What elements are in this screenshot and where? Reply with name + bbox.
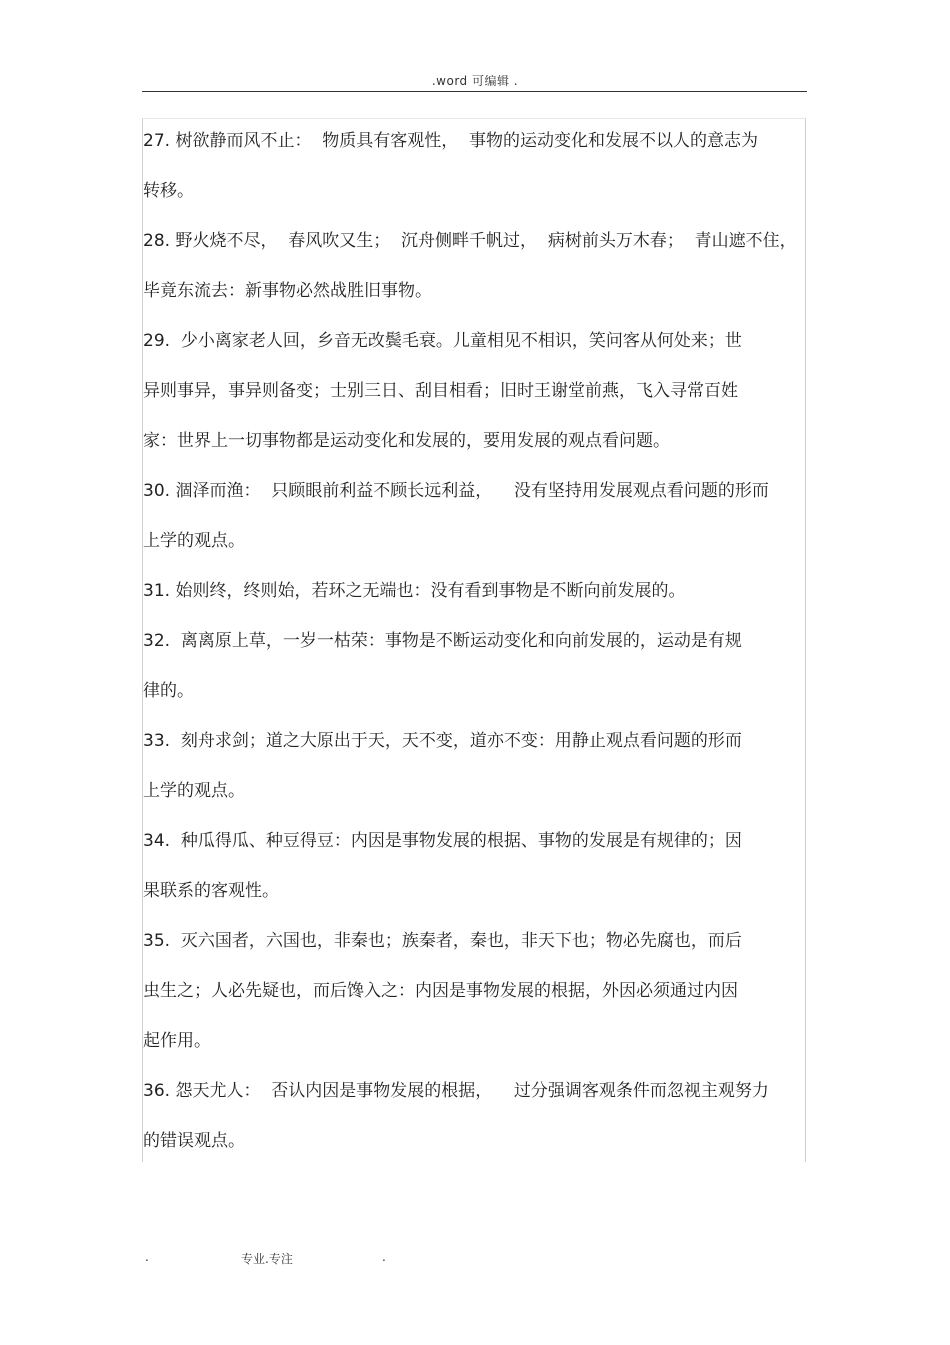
text-line: 上学的观点。 bbox=[143, 781, 245, 801]
text-line: 34. 种瓜得瓜、种豆得豆：内因是事物发展的根据、事物的发展是有规律的；因 bbox=[143, 831, 742, 851]
text-line: 的错误观点。 bbox=[143, 1131, 245, 1151]
page-footer: 专业.专注 bbox=[241, 1252, 293, 1266]
text-line: 27. 树欲静而风不止： 物质具有客观性， 事物的运动变化和发展不以人的意志为 bbox=[143, 131, 759, 151]
text-line: 转移。 bbox=[143, 181, 194, 201]
text-line: 上学的观点。 bbox=[143, 531, 245, 551]
text-line: 36. 怨天尤人： 否认内因是事物发展的根据， 过分强调客观条件而忽视主观努力 bbox=[143, 1081, 769, 1101]
text-line: 33. 刻舟求剑；道之大原出于天，天不变，道亦不变：用静止观点看问题的形而 bbox=[143, 731, 742, 751]
text-line: 家：世界上一切事物都是运动变化和发展的，要用发展的观点看问题。 bbox=[143, 431, 670, 451]
text-line: 毕竟东流去：新事物必然战胜旧事物。 bbox=[143, 281, 432, 301]
text-line: 30. 涸泽而渔： 只顾眼前利益不顾长远利益， 没有坚持用发展观点看问题的形而 bbox=[143, 481, 769, 501]
text-line: 28. 野火烧不尽， 春风吹又生； 沉舟侧畔千帆过， 病树前头万木春； 青山遮不住， bbox=[143, 231, 797, 251]
text-line: 32. 离离原上草，一岁一枯荣：事物是不断运动变化和向前发展的，运动是有规 bbox=[143, 631, 742, 651]
header-divider bbox=[142, 91, 807, 92]
text-line: 起作用。 bbox=[143, 1031, 211, 1051]
footer-left-dot: . bbox=[145, 1250, 149, 1264]
text-line: 虫生之；人必先疑也，而后馋入之：内因是事物发展的根据，外因必须通过内因 bbox=[143, 981, 738, 1001]
footer-right-dot: . bbox=[382, 1250, 386, 1264]
page-header: .word 可编辑 . bbox=[431, 74, 519, 88]
text-line: 29. 少小离家老人回，乡音无改鬓毛衰。儿童相见不相识，笑问客从何处来；世 bbox=[143, 331, 742, 351]
text-line: 异则事异，事异则备变；士别三日、刮目相看；旧时王谢堂前燕，飞入寻常百姓 bbox=[143, 381, 738, 401]
text-line: 31. 始则终，终则始，若环之无端也：没有看到事物是不断向前发展的。 bbox=[143, 581, 686, 601]
text-line: 果联系的客观性。 bbox=[143, 881, 279, 901]
text-line: 35. 灭六国者，六国也，非秦也；族秦者，秦也，非天下也；物必先腐也，而后 bbox=[143, 931, 742, 951]
text-line: 律的。 bbox=[143, 681, 194, 701]
